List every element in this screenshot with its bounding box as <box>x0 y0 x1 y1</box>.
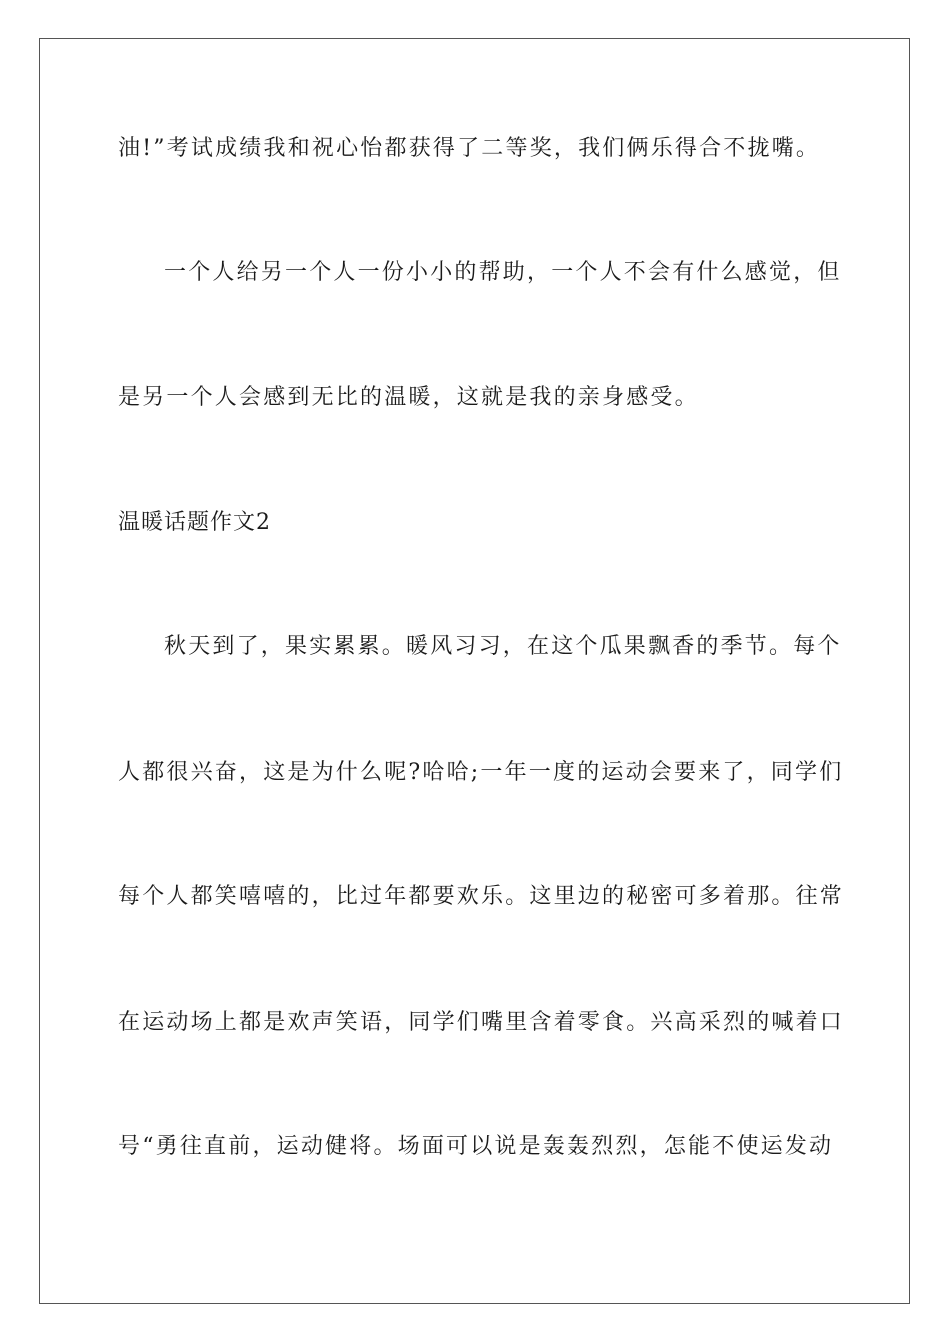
section-heading: 温暖话题作文2 <box>118 510 271 535</box>
paragraph-line: 是另一个人会感到无比的温暖，这就是我的亲身感受。 <box>118 385 699 410</box>
page-border <box>39 38 910 1304</box>
paragraph-line: 每个人都笑嘻嘻的，比过年都要欢乐。这里边的秘密可多着那。往常 <box>118 884 845 909</box>
paragraph-line: 油!”考试成绩我和祝心怡都获得了二等奖，我们俩乐得合不拢嘴。 <box>118 136 821 161</box>
paragraph-line: 一个人给另一个人一份小小的帮助，一个人不会有什么感觉，但 <box>164 260 842 285</box>
paragraph-line: 号“勇往直前，运动健将。场面可以说是轰轰烈烈，怎能不使运发动 <box>118 1134 834 1159</box>
paragraph-line: 在运动场上都是欢声笑语，同学们嘴里含着零食。兴高采烈的喊着口 <box>118 1010 845 1035</box>
paragraph-line: 人都很兴奋，这是为什么呢?哈哈;一年一度的运动会要来了，同学们 <box>118 760 844 785</box>
paragraph-line: 秋天到了，果实累累。暖风习习，在这个瓜果飘香的季节。每个 <box>164 634 842 659</box>
